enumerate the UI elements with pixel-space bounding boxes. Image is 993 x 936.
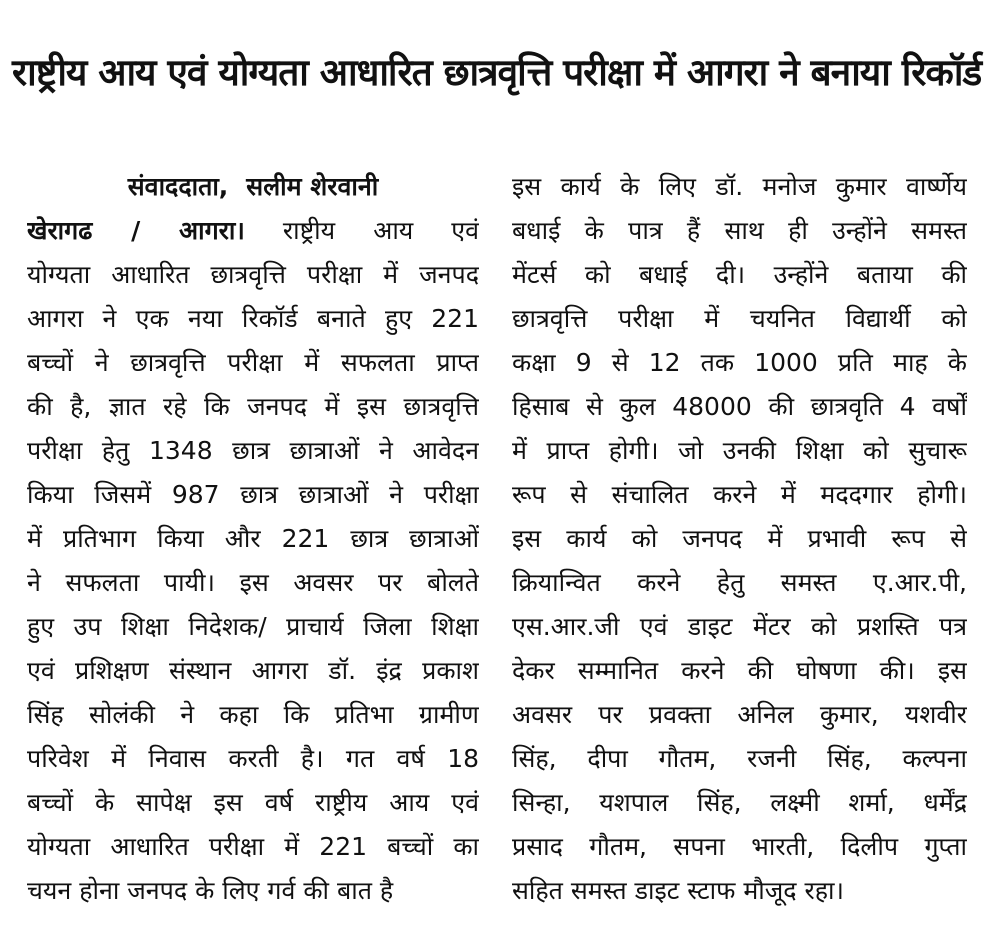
paragraph-line: देकर सम्मानित करने की घोषणा की। इस [512, 656, 967, 685]
paragraph-line: बधाई के पात्र हैं साथ ही उन्होंने समस्त [512, 216, 967, 245]
paragraph-line: रूप से संचालित करने में मददगार होगी। [512, 480, 967, 509]
paragraph-line: एवं प्रशिक्षण संस्थान आगरा डॉ. इंद्र प्रकाश [27, 656, 479, 685]
paragraph-line: एस.आर.जी एवं डाइट मेंटर को प्रशस्ति पत्र [512, 612, 967, 641]
paragraph-line: हुए उप शिक्षा निदेशक/ प्राचार्य जिला शिक्षा [27, 612, 479, 641]
right-column [512, 165, 967, 913]
paragraph-line: चयन होना जनपद के लिए गर्व की बात है [27, 876, 394, 905]
paragraph-line: हिसाब से कुल 48000 की छात्रवृति 4 वर्षों [512, 392, 967, 421]
paragraph-line: योग्यता आधारित परीक्षा में 221 बच्चों का [27, 832, 479, 861]
paragraph-line: योग्यता आधारित छात्रवृत्ति परीक्षा में जनपद [27, 260, 479, 289]
headline: राष्ट्रीय आय एवं योग्यता आधारित छात्रवृत्ति परीक्षा में आगरा ने बनाया रिकॉर्ड [12, 51, 982, 94]
paragraph-line: छात्रवृत्ति परीक्षा में चयनित विद्यार्थी को [512, 304, 967, 333]
paragraph-line: में प्रतिभाग किया और 221 छात्र छात्राओं [27, 524, 479, 553]
paragraph-line: परीक्षा हेतु 1348 छात्र छात्राओं ने आवेदन [27, 436, 479, 465]
paragraph-line: इस कार्य के लिए डॉ. मनोज कुमार वार्ष्णेय [512, 172, 967, 201]
paragraph-line: किया जिसमें 987 छात्र छात्राओं ने परीक्षा [27, 480, 479, 509]
paragraph-line: ने सफलता पायी। इस अवसर पर बोलते [27, 568, 479, 597]
left-column [27, 165, 479, 913]
paragraph-line: बच्चों ने छात्रवृत्ति परीक्षा में सफलता प्राप्त [27, 348, 479, 377]
paragraph-line: क्रियान्वित करने हेतु समस्त ए.आर.पी, [512, 568, 967, 597]
paragraph-line: इस कार्य को जनपद में प्रभावी रूप से [512, 524, 967, 553]
paragraph-line: परिवेश में निवास करती है। गत वर्ष 18 [27, 744, 479, 773]
paragraph-line: आगरा ने एक नया रिकॉर्ड बनाते हुए 221 [27, 304, 479, 333]
byline [27, 165, 479, 209]
paragraph-line: सिंह, दीपा गौतम, रजनी सिंह, कल्पना [512, 744, 967, 773]
paragraph-line: कक्षा 9 से 12 तक 1000 प्रति माह के [512, 348, 967, 377]
byline-prefix: संवाददाता, [127, 172, 229, 201]
dateline-row [27, 209, 479, 253]
paragraph-line: सिन्हा, यशपाल सिंह, लक्ष्मी शर्मा, धर्मेंद्र [512, 788, 967, 817]
paragraph-line: सिंह सोलंकी ने कहा कि प्रतिभा ग्रामीण [27, 700, 479, 729]
byline-name: सलीम शेरवानी [246, 172, 379, 201]
dateline: खेरागढ / आगरा। [27, 216, 245, 245]
paragraph-line: अवसर पर प्रवक्ता अनिल कुमार, यशवीर [512, 700, 967, 729]
paragraph-line: बच्चों के सापेक्ष इस वर्ष राष्ट्रीय आय एवं [27, 788, 479, 817]
paragraph-line: राष्ट्रीय आय एवं [282, 216, 479, 245]
paragraph-line: में प्राप्त होगी। जो उनकी शिक्षा को सुचारू [512, 436, 967, 465]
paragraph-line: प्रसाद गौतम, सपना भारती, दिलीप गुप्ता [512, 832, 967, 861]
paragraph-line: मेंटर्स को बधाई दी। उन्होंने बताया की [512, 260, 967, 289]
paragraph-line: सहित समस्त डाइट स्टाफ मौजूद रहा। [512, 876, 844, 905]
paragraph-line: की है, ज्ञात रहे कि जनपद में इस छात्रवृत्ति [27, 392, 479, 421]
